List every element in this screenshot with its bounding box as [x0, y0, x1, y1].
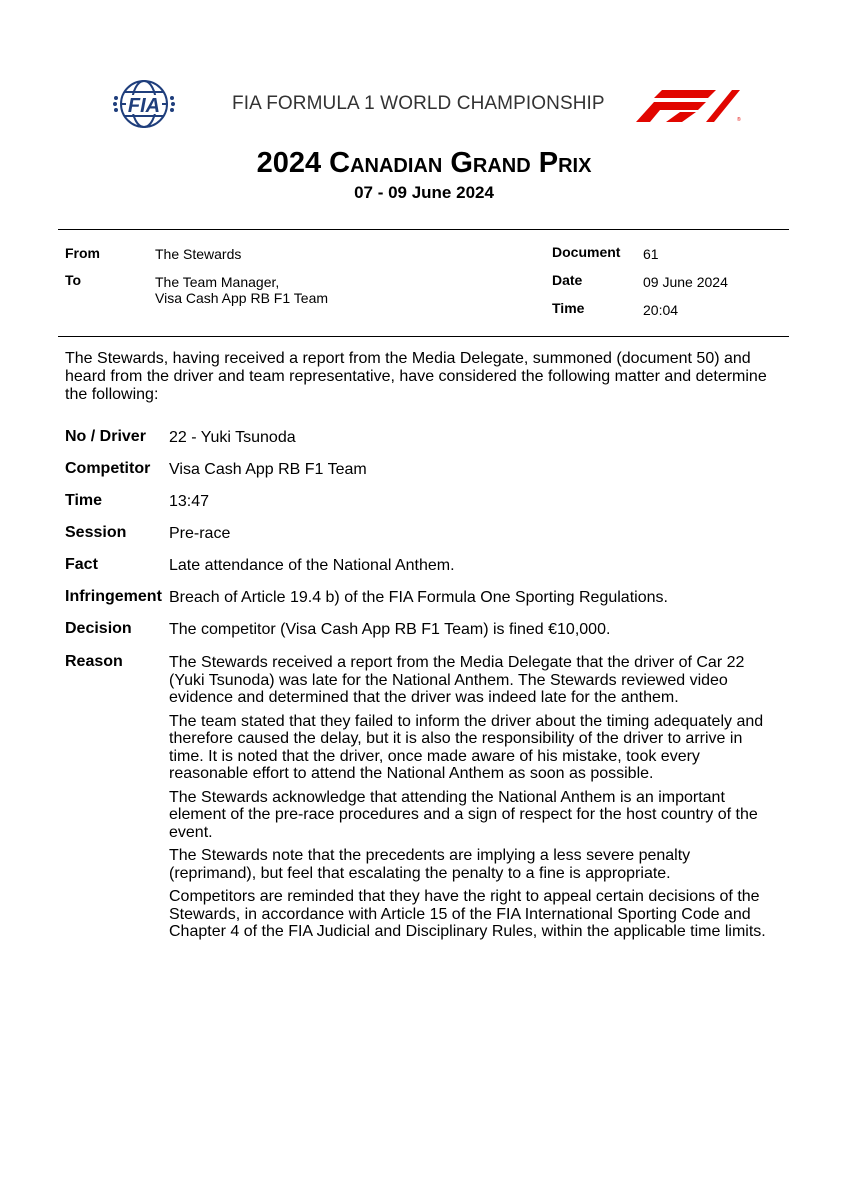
reason-paragraph: The Stewards acknowledge that attending the National Anthem is an important element of the pre-race procedures and a sign of respect for the host country of the event.	[169, 788, 758, 841]
reason-paragraph: The team stated that they failed to inform the driver about the timing adequately and therefore caused the delay, but it is also the responsibility of the driver to arrive in time. It is noted that the driver, once made aware of his mistake, took every reasonable effort to attend the National Anthem as soon as possible.	[169, 712, 764, 782]
svg-text:®: ®	[737, 117, 741, 123]
session-label: Session	[65, 524, 127, 541]
event-dates: 07 - 09 June 2024	[354, 183, 494, 202]
fact-label: Fact	[65, 556, 98, 573]
bottom-rule	[58, 336, 789, 337]
reason-paragraph: The Stewards note that the precedents are implying a less severe penalty (reprimand), but feel that escalating the penalty to a fine is appropriate.	[169, 847, 691, 882]
reason-paragraph: Competitors are reminded that they have the right to appeal certain decisions of the Stewards, in accordance with Article 15 of the FIA International Sporting Code and Chapter 4 of the FIA Judicial and Disciplinary Rules, within the applicable time limits.	[169, 888, 766, 940]
time-value: 20:04	[643, 302, 679, 318]
competitor-label: Competitor	[65, 460, 151, 477]
championship-title: FIA FORMULA 1 WORLD CHAMPIONSHIP	[232, 93, 605, 114]
to-label: To	[65, 272, 82, 288]
date-label: Date	[552, 272, 583, 288]
session-value: Pre-race	[169, 525, 231, 542]
time-label: Time	[552, 300, 585, 316]
top-rule	[58, 229, 789, 230]
fia-logo-text: FIA	[127, 95, 161, 117]
competitor-value: Visa Cash App RB F1 Team	[169, 461, 367, 478]
event-name: Canadian Grand Prix	[329, 147, 592, 179]
from-label: From	[65, 245, 100, 261]
document-label: Document	[552, 244, 621, 260]
from-value: The Stewards	[155, 246, 242, 262]
decision-label: Decision	[65, 620, 132, 637]
driver-label: No / Driver	[65, 428, 146, 445]
incident-time-label: Time	[65, 492, 103, 509]
date-value: 09 June 2024	[643, 274, 728, 290]
to-value-line2: Visa Cash App RB F1 Team	[155, 290, 329, 306]
to-value-line1: The Team Manager,	[155, 274, 280, 290]
event-title	[0, 147, 848, 180]
intro-paragraph: The Stewards, having received a report from the Media Delegate, summoned (document 50) and heard from the driver and team representative, have considered the following matter and determine the following:	[65, 350, 767, 403]
infringement-label: Infringement	[65, 588, 162, 605]
reason-paragraph: The Stewards received a report from the Media Delegate that the driver of Car 22 (Yuki Tsunoda) was late for the National Anthem. The Stewards reviewed video evidence and determined that the driver was indeed late for the anthem.	[169, 654, 745, 706]
event-year: 2024	[256, 147, 322, 179]
fia-logo	[108, 78, 182, 130]
reason-label: Reason	[65, 653, 123, 670]
decision-value: The competitor (Visa Cash App RB F1 Team) is fined €10,000.	[169, 621, 611, 638]
to-value	[155, 274, 328, 306]
f1-logo	[636, 90, 740, 122]
document-value: 61	[643, 246, 659, 262]
reason-body	[169, 654, 779, 947]
fact-value: Late attendance of the National Anthem.	[169, 557, 455, 574]
infringement-value: Breach of Article 19.4 b) of the FIA Formula One Sporting Regulations.	[169, 589, 668, 606]
incident-time-value: 13:47	[169, 493, 210, 510]
driver-value: 22 - Yuki Tsunoda	[169, 429, 296, 446]
